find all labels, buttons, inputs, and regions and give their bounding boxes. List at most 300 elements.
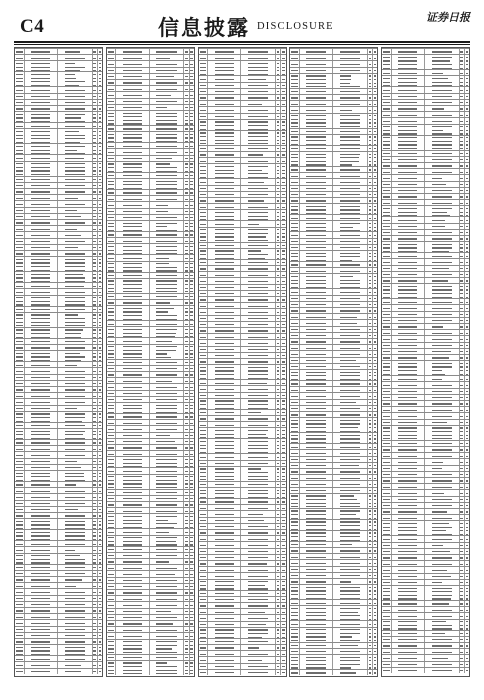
illegible-text	[31, 198, 50, 199]
illegible-text	[291, 140, 298, 141]
illegible-text	[16, 503, 23, 504]
illegible-text	[374, 503, 377, 504]
illegible-text	[369, 435, 372, 436]
table-cell	[15, 669, 24, 674]
table-cell	[290, 204, 299, 214]
illegible-text	[108, 429, 115, 430]
illegible-text	[65, 229, 78, 230]
illegible-text	[200, 299, 207, 300]
illegible-text	[340, 310, 360, 311]
illegible-text	[156, 520, 168, 521]
table-cell	[290, 494, 299, 508]
illegible-text	[200, 116, 207, 117]
illegible-text	[340, 372, 360, 373]
illegible-text	[200, 508, 207, 509]
illegible-text	[99, 503, 102, 504]
illegible-text	[282, 468, 285, 469]
illegible-text	[460, 203, 463, 204]
illegible-text	[16, 96, 23, 97]
illegible-text	[306, 253, 325, 254]
illegible-text	[369, 521, 372, 522]
illegible-text	[374, 525, 377, 526]
illegible-text	[31, 476, 50, 477]
illegible-text	[185, 483, 188, 484]
illegible-text	[248, 612, 265, 613]
illegible-text	[93, 117, 96, 118]
illegible-text	[215, 520, 234, 521]
illegible-text	[65, 550, 75, 551]
illegible-text	[31, 604, 50, 605]
illegible-text	[185, 353, 188, 354]
illegible-text	[108, 58, 115, 59]
illegible-text	[93, 163, 96, 164]
illegible-text	[156, 454, 176, 455]
illegible-text	[340, 79, 351, 80]
illegible-text	[185, 288, 188, 289]
illegible-text	[398, 244, 417, 245]
illegible-text	[16, 497, 23, 498]
illegible-text	[185, 192, 188, 193]
illegible-text	[306, 414, 325, 415]
illegible-text	[277, 63, 280, 64]
illegible-text	[282, 233, 285, 234]
illegible-text	[432, 73, 444, 74]
illegible-text	[277, 672, 280, 673]
table-cell	[199, 164, 208, 178]
illegible-text	[248, 629, 268, 630]
illegible-text	[466, 137, 469, 138]
illegible-text	[108, 350, 115, 351]
table-row	[15, 71, 102, 86]
illegible-text	[383, 302, 390, 303]
illegible-text	[340, 587, 360, 588]
illegible-text	[369, 615, 372, 616]
illegible-text	[306, 544, 325, 545]
illegible-text	[93, 333, 96, 334]
illegible-text	[99, 235, 102, 236]
illegible-text	[369, 298, 372, 299]
illegible-text	[248, 216, 268, 217]
illegible-text	[277, 570, 280, 571]
illegible-text	[340, 484, 360, 485]
illegible-text	[108, 311, 115, 312]
illegible-text	[306, 70, 325, 71]
table-cell	[280, 228, 285, 242]
illegible-text	[291, 115, 298, 116]
illegible-text	[369, 651, 372, 652]
table-cell	[332, 494, 367, 508]
illegible-text	[398, 268, 417, 269]
illegible-text	[432, 289, 452, 290]
illegible-text	[291, 484, 298, 485]
illegible-text	[374, 304, 377, 305]
table-cell	[280, 61, 285, 75]
illegible-text	[156, 101, 176, 102]
illegible-text	[277, 212, 280, 213]
illegible-text	[340, 276, 353, 277]
illegible-text	[374, 235, 377, 236]
table-cell	[290, 433, 299, 443]
illegible-text	[31, 449, 50, 450]
table-cell	[240, 439, 275, 453]
illegible-text	[93, 559, 96, 560]
table-cell	[107, 279, 116, 293]
illegible-text	[282, 624, 285, 625]
illegible-text	[31, 318, 50, 319]
illegible-text	[374, 360, 377, 361]
illegible-text	[156, 288, 176, 289]
table-row	[107, 456, 194, 467]
illegible-text	[108, 532, 115, 533]
illegible-text	[340, 64, 360, 65]
illegible-text	[277, 121, 280, 122]
illegible-text	[31, 650, 50, 651]
illegible-text	[200, 445, 207, 446]
illegible-text	[215, 262, 234, 263]
illegible-text	[185, 51, 188, 52]
illegible-text	[374, 119, 377, 120]
illegible-text	[432, 293, 452, 294]
illegible-text	[185, 459, 188, 460]
illegible-text	[16, 610, 23, 611]
illegible-text	[248, 463, 268, 464]
table-cell	[299, 509, 332, 519]
illegible-text	[282, 545, 285, 546]
illegible-text	[185, 549, 188, 550]
illegible-text	[93, 550, 96, 551]
illegible-text	[466, 64, 469, 65]
illegible-text	[306, 383, 325, 384]
table-cell	[115, 403, 148, 413]
illegible-text	[156, 561, 169, 562]
illegible-text	[306, 161, 325, 162]
illegible-text	[432, 184, 447, 185]
table-cell	[107, 475, 116, 489]
illegible-text	[93, 114, 96, 115]
illegible-text	[190, 70, 193, 71]
table-cell	[332, 152, 367, 166]
illegible-text	[282, 275, 285, 276]
illegible-text	[374, 459, 377, 460]
illegible-text	[291, 402, 298, 403]
illegible-text	[185, 341, 188, 342]
table-cell	[299, 74, 332, 88]
illegible-text	[282, 666, 285, 667]
illegible-text	[190, 226, 193, 227]
table-cell	[97, 351, 102, 361]
illegible-text	[306, 176, 325, 177]
illegible-text	[31, 229, 50, 230]
illegible-text	[306, 227, 325, 228]
illegible-text	[185, 580, 188, 581]
illegible-text	[277, 51, 280, 52]
illegible-text	[398, 262, 417, 263]
illegible-text	[190, 175, 193, 176]
illegible-text	[16, 341, 23, 342]
illegible-text	[123, 64, 142, 65]
illegible-text	[16, 126, 23, 127]
illegible-text	[93, 198, 96, 199]
illegible-text	[291, 235, 298, 236]
table-cell	[299, 520, 332, 530]
illegible-text	[466, 51, 469, 52]
table-row	[199, 227, 286, 242]
illegible-text	[460, 57, 463, 58]
illegible-text	[93, 341, 96, 342]
table-cell	[199, 488, 208, 498]
table-cell	[57, 351, 92, 361]
illegible-text	[185, 241, 188, 242]
illegible-text	[185, 217, 188, 218]
illegible-text	[306, 283, 325, 284]
table-cell	[107, 306, 116, 320]
illegible-text	[306, 525, 325, 526]
illegible-text	[65, 592, 85, 593]
illegible-text	[248, 79, 266, 80]
illegible-text	[291, 366, 298, 367]
illegible-text	[16, 67, 23, 68]
illegible-text	[31, 532, 50, 533]
illegible-text	[99, 74, 102, 75]
table-cell	[391, 55, 424, 69]
table-cell	[57, 257, 92, 271]
illegible-text	[277, 148, 280, 149]
illegible-text	[277, 418, 280, 419]
illegible-text	[93, 74, 96, 75]
illegible-text	[123, 673, 142, 674]
table-cell	[240, 228, 275, 242]
illegible-text	[277, 132, 280, 133]
illegible-text	[383, 308, 390, 309]
illegible-text	[374, 104, 377, 105]
illegible-text	[282, 563, 285, 564]
illegible-text	[16, 314, 23, 315]
table-row	[107, 326, 194, 337]
illegible-text	[374, 414, 377, 415]
table-cell	[24, 351, 57, 361]
table-cell	[332, 531, 367, 541]
illegible-text	[282, 476, 285, 477]
illegible-text	[99, 431, 102, 432]
illegible-text	[108, 120, 115, 121]
illegible-text	[306, 79, 325, 80]
table-cell	[149, 345, 184, 359]
illegible-text	[466, 82, 469, 83]
illegible-text	[248, 457, 268, 458]
illegible-text	[306, 206, 325, 207]
illegible-text	[369, 292, 372, 293]
illegible-text	[190, 641, 193, 642]
masthead	[14, 6, 470, 40]
illegible-text	[156, 107, 167, 108]
illegible-text	[398, 238, 417, 239]
illegible-text	[291, 438, 298, 439]
illegible-text	[369, 587, 372, 588]
illegible-text	[432, 320, 452, 321]
illegible-text	[65, 131, 80, 132]
illegible-text	[123, 315, 142, 316]
illegible-text	[16, 78, 23, 79]
table-cell	[57, 162, 92, 176]
illegible-text	[200, 188, 207, 189]
table-cell	[189, 279, 194, 293]
illegible-text	[460, 130, 463, 131]
illegible-text	[306, 223, 325, 224]
table-row	[199, 427, 286, 438]
illegible-text	[374, 390, 377, 391]
illegible-text	[466, 57, 469, 58]
illegible-text	[185, 128, 188, 129]
illegible-text	[65, 356, 85, 357]
illegible-text	[282, 306, 285, 307]
illegible-text	[185, 423, 188, 424]
illegible-text	[306, 119, 325, 120]
illegible-text	[369, 131, 372, 132]
illegible-text	[306, 664, 325, 665]
illegible-text	[277, 262, 280, 263]
illegible-text	[99, 598, 102, 599]
illegible-text	[398, 73, 417, 74]
illegible-text	[282, 161, 285, 162]
illegible-text	[156, 416, 176, 417]
illegible-text	[99, 309, 102, 310]
illegible-text	[215, 599, 234, 600]
illegible-text	[16, 650, 23, 651]
illegible-text	[16, 635, 23, 636]
illegible-text	[93, 389, 96, 390]
illegible-text	[306, 122, 325, 123]
illegible-text	[369, 83, 372, 84]
illegible-text	[156, 175, 176, 176]
illegible-text	[306, 612, 325, 613]
illegible-text	[291, 194, 298, 195]
table-cell	[57, 313, 92, 327]
illegible-text	[185, 471, 188, 472]
illegible-text	[190, 459, 193, 460]
illegible-text	[215, 250, 234, 251]
illegible-text	[460, 244, 463, 245]
illegible-text	[185, 329, 188, 330]
illegible-text	[16, 467, 23, 468]
illegible-text	[31, 371, 50, 372]
illegible-text	[108, 70, 115, 71]
illegible-text	[65, 586, 77, 587]
illegible-text	[16, 371, 23, 372]
illegible-text	[460, 320, 463, 321]
illegible-text	[108, 250, 115, 251]
illegible-text	[190, 435, 193, 436]
illegible-text	[374, 253, 377, 254]
table-cell	[207, 365, 240, 379]
newspaper-logo: 证券日报	[426, 11, 470, 24]
illegible-text	[466, 308, 469, 309]
illegible-text	[156, 58, 170, 59]
illegible-text	[369, 341, 372, 342]
illegible-text	[156, 532, 168, 533]
illegible-text	[383, 190, 390, 191]
illegible-text	[190, 113, 193, 114]
table-cell	[57, 72, 92, 86]
illegible-text	[108, 541, 115, 542]
illegible-text	[277, 539, 280, 540]
illegible-text	[248, 262, 268, 263]
illegible-text	[432, 141, 452, 142]
illegible-text	[282, 633, 285, 634]
illegible-text	[99, 535, 102, 536]
illegible-text	[99, 247, 102, 248]
illegible-text	[16, 216, 23, 217]
illegible-text	[93, 108, 96, 109]
illegible-text	[340, 104, 360, 105]
illegible-text	[108, 267, 115, 268]
illegible-text	[432, 220, 446, 221]
illegible-text	[248, 85, 268, 86]
illegible-text	[282, 207, 285, 208]
illegible-text	[277, 170, 280, 171]
illegible-text	[306, 75, 325, 76]
illegible-text	[277, 448, 280, 449]
illegible-text	[156, 670, 176, 671]
illegible-text	[277, 493, 280, 494]
illegible-text	[108, 641, 115, 642]
illegible-text	[108, 175, 115, 176]
table-cell	[15, 412, 24, 422]
illegible-text	[65, 659, 85, 660]
illegible-text	[31, 623, 50, 624]
illegible-text	[156, 405, 176, 406]
table-cell	[280, 670, 285, 675]
illegible-text	[108, 435, 115, 436]
illegible-text	[306, 83, 325, 84]
illegible-text	[374, 447, 377, 448]
illegible-text	[185, 158, 188, 159]
illegible-text	[16, 476, 23, 477]
illegible-text	[16, 297, 23, 298]
illegible-text	[466, 144, 469, 145]
illegible-text	[185, 284, 188, 285]
illegible-text	[31, 126, 50, 127]
table-cell	[299, 628, 332, 642]
illegible-text	[93, 371, 96, 372]
illegible-text	[383, 289, 390, 290]
table-row	[290, 519, 377, 530]
illegible-text	[306, 247, 325, 248]
illegible-text	[369, 97, 372, 98]
illegible-text	[369, 581, 372, 582]
illegible-text	[432, 51, 452, 52]
illegible-text	[16, 51, 23, 52]
illegible-text	[65, 292, 85, 293]
illegible-text	[369, 161, 372, 162]
illegible-text	[190, 586, 193, 587]
table-cell	[115, 132, 148, 142]
illegible-text	[31, 158, 50, 159]
illegible-text	[93, 383, 96, 384]
illegible-text	[31, 396, 50, 397]
illegible-text	[291, 427, 298, 428]
illegible-text	[190, 258, 193, 259]
illegible-text	[432, 256, 452, 257]
illegible-text	[432, 82, 452, 83]
illegible-text	[65, 635, 85, 636]
illegible-text	[291, 569, 298, 570]
illegible-text	[16, 521, 23, 522]
illegible-text	[108, 101, 115, 102]
illegible-text	[340, 471, 360, 472]
illegible-text	[282, 173, 285, 174]
illegible-text	[282, 287, 285, 288]
illegible-text	[282, 441, 285, 442]
